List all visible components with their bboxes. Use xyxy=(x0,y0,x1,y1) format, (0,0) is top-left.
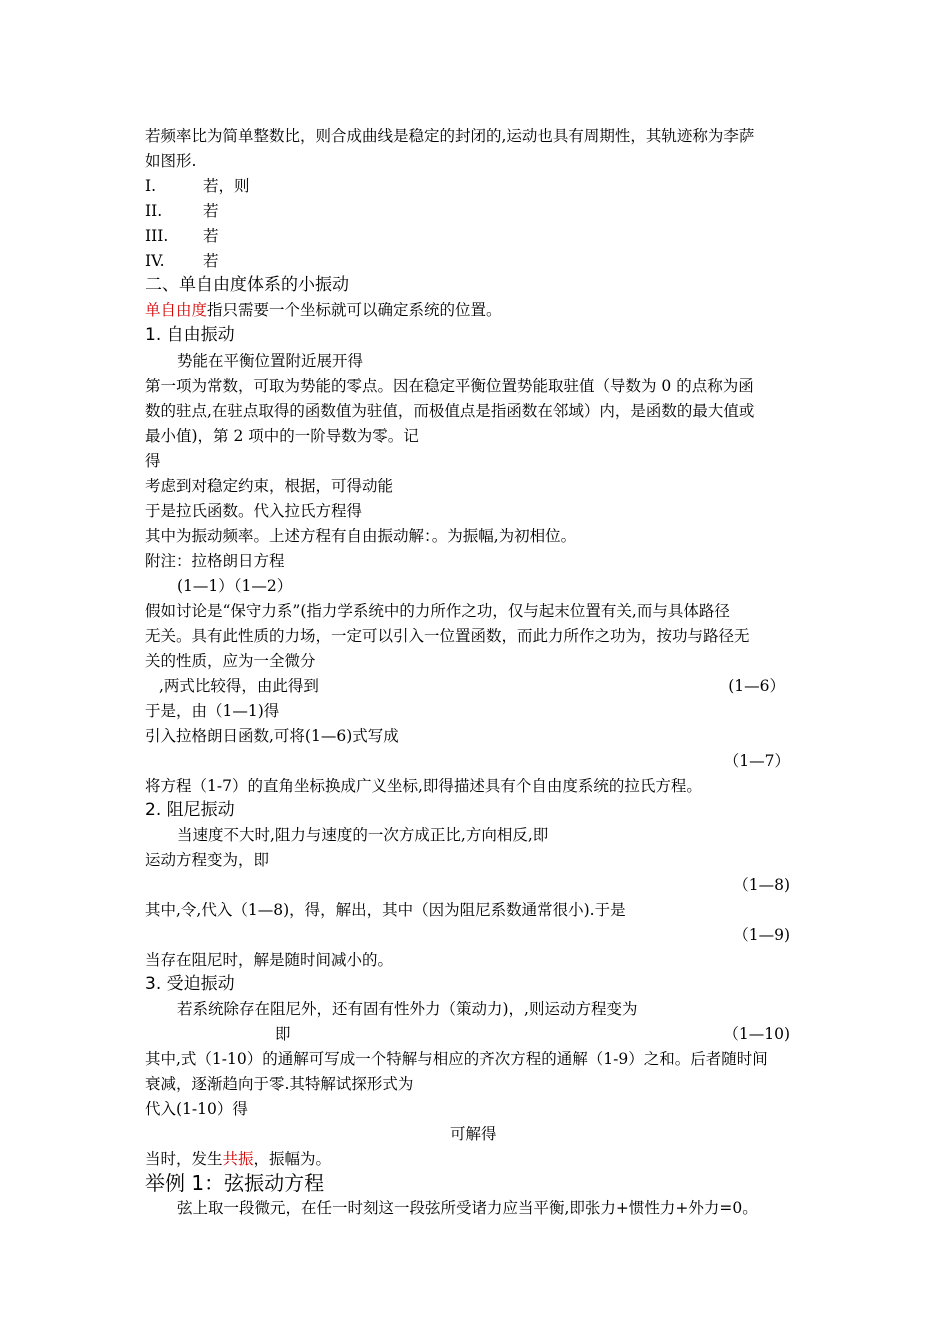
subsection-heading: 1. 自由振动 xyxy=(145,325,235,345)
equation-numbers: (1—1）（1—2） xyxy=(177,577,293,595)
paragraph-line: 最小值)，第 2 项中的一阶导数为零。记 xyxy=(145,427,419,445)
paragraph-line: 将方程（1-7）的直角坐标换成广义坐标,即得描述具有个自由度系统的拉氏方程。 xyxy=(145,777,702,795)
paragraph-line: 第一项为常数，可取为势能的零点。因在稳定平衡位置势能取驻值（导数为 0 的点称为函 xyxy=(145,377,754,395)
subsection-heading: 2. 阻尼振动 xyxy=(145,800,235,820)
case-item-2 xyxy=(145,201,219,221)
equation-number: （1—10) xyxy=(723,1025,790,1043)
paragraph-line: 可解得 xyxy=(450,1125,497,1143)
paragraph-line: 若频率比为简单整数比，则合成曲线是稳定的封闭的,运动也具有周期性，其轨迹称为李萨 xyxy=(145,127,755,145)
paragraph-line: 势能在平衡位置附近展开得 xyxy=(177,352,364,370)
case-item-1 xyxy=(145,176,250,196)
subsection-heading: 3. 受迫振动 xyxy=(145,974,235,994)
paragraph-line: 当存在阻尼时，解是随时间减小的。 xyxy=(145,951,394,969)
paragraph-line: 当速度不大时,阻力与速度的一次方成正比,方向相反,即 xyxy=(177,826,549,844)
case-item-4 xyxy=(145,251,219,271)
text-segment: ，振幅为。 xyxy=(253,1150,332,1168)
definition-text: 指只需要一个坐标就可以确定系统的位置。 xyxy=(207,301,502,319)
case-item-3 xyxy=(145,226,219,246)
resonance-line xyxy=(145,1149,331,1169)
example-heading: 举例 1：弦振动方程 xyxy=(145,1171,325,1195)
case-number: III. xyxy=(145,227,169,245)
equation-number: （1—7） xyxy=(723,752,790,770)
paragraph-line: 如图形. xyxy=(145,152,197,170)
case-number: I. xyxy=(145,177,157,195)
paragraph-line: 无关。具有此性质的力场，一定可以引入一位置函数，而此力所作之功为，按功与路径无 xyxy=(145,627,750,645)
highlighted-term: 单自由度 xyxy=(145,301,208,319)
paragraph-line: 于是拉氏函数。代入拉氏方程得 xyxy=(145,502,363,520)
section-heading: 二、单自由度体系的小振动 xyxy=(145,275,349,295)
highlighted-term: 共振 xyxy=(222,1150,254,1168)
paragraph-line: 关的性质，应为一全微分 xyxy=(145,652,316,670)
paragraph-line: 其中,式（1-10）的通解可写成一个特解与相应的齐次方程的通解（1-9）之和。后者随时间 xyxy=(145,1050,768,1068)
case-text: 若 xyxy=(203,202,219,220)
paragraph-line: 数的驻点,在驻点取得的函数值为驻值，而极值点是指函数在邻域）内，是函数的最大值或 xyxy=(145,402,755,420)
case-text: 若 xyxy=(203,227,219,245)
case-text: 若，则 xyxy=(203,177,250,195)
paragraph-line: 假如讨论是“保守力系”(指力学系统中的力所作之功，仅与起末位置有关,而与具体路径 xyxy=(145,602,730,620)
paragraph-line: 引入拉格朗日函数,可将(1—6)式写成 xyxy=(145,727,399,745)
equation-number: （1—9) xyxy=(733,926,790,944)
definition-line xyxy=(145,300,502,320)
case-text: 若 xyxy=(203,252,219,270)
paragraph-line: 衰减，逐渐趋向于零.其特解试探形式为 xyxy=(145,1075,414,1093)
paragraph-line: 其中为振动频率。上述方程有自由振动解：。为振幅,为初相位。 xyxy=(145,527,577,545)
equation-number: （1—8) xyxy=(733,876,790,894)
paragraph-line: 于是，由（1—1)得 xyxy=(145,702,280,720)
case-number: IV. xyxy=(145,252,165,270)
case-number: II. xyxy=(145,202,163,220)
equation-number: (1—6） xyxy=(728,677,785,695)
paragraph-line: 得 xyxy=(145,452,161,470)
text-segment: 当时，发生 xyxy=(145,1150,223,1168)
paragraph-line: 运动方程变为，即 xyxy=(145,851,270,869)
paragraph-line: 即 xyxy=(275,1025,291,1043)
paragraph-line: 其中,令,代入（1—8)，得，解出，其中（因为阻尼系数通常很小).于是 xyxy=(145,901,626,919)
paragraph-line: 代入(1-10）得 xyxy=(145,1100,248,1118)
paragraph-line: ,两式比较得，由此得到 xyxy=(159,677,319,695)
paragraph-line: 弦上取一段微元，在任一时刻这一段弦所受诸力应当平衡,即张力+惯性力+外力=0。 xyxy=(177,1199,758,1217)
paragraph-line: 附注：拉格朗日方程 xyxy=(145,552,285,570)
paragraph-line: 考虑到对稳定约束，根据，可得动能 xyxy=(145,477,394,495)
paragraph-line: 若系统除存在阻尼外，还有固有性外力（策动力)，,则运动方程变为 xyxy=(177,1000,638,1018)
